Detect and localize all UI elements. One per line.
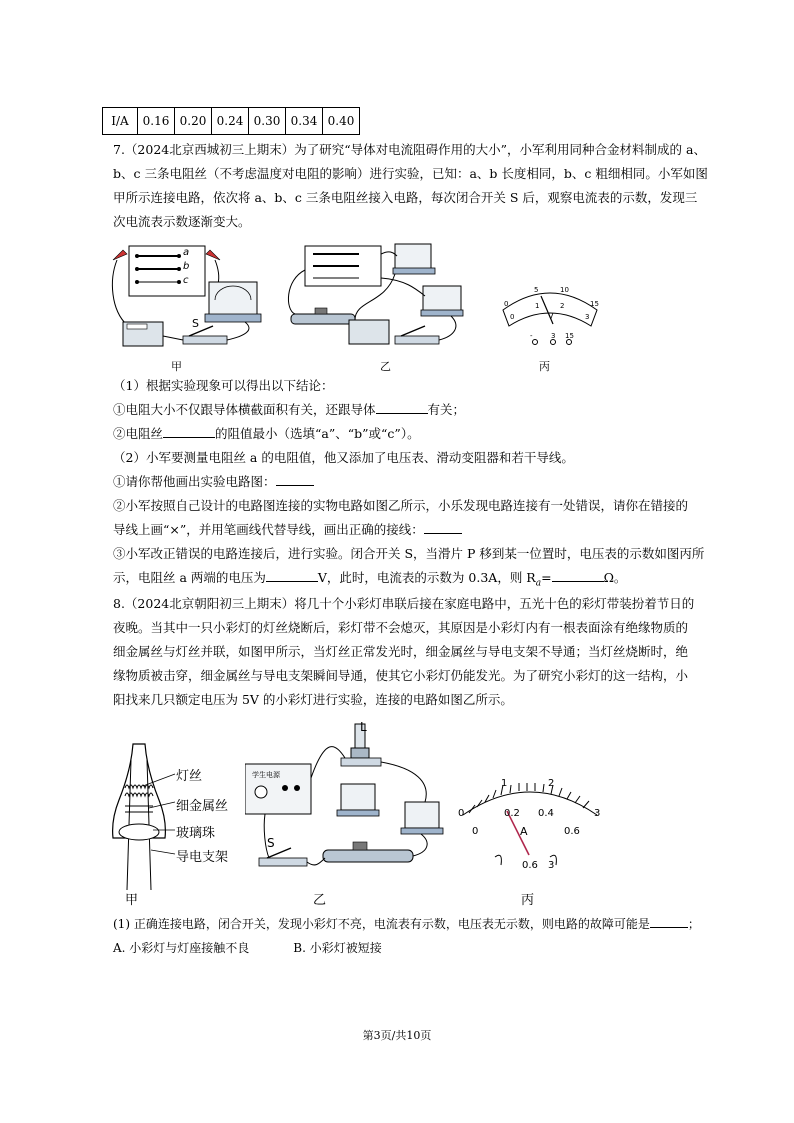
- q8-line: 细金属丝与灯丝并联，如图甲所示，当灯丝正常发光时，细金属丝与导电支架不导通；当灯丝烧断时，绝: [113, 644, 689, 659]
- v-scale-top: 5: [534, 286, 539, 294]
- v-terminal: 3: [551, 332, 556, 340]
- v-scale-bottom: 2: [560, 302, 565, 310]
- text: 有关；: [427, 402, 466, 417]
- answer-blank[interactable]: [552, 568, 604, 582]
- q7-s2-b2: [113, 518, 685, 542]
- v-scale-bottom: 3: [585, 313, 590, 321]
- bulb-label-thin-wire: 细金属丝: [176, 799, 229, 814]
- q7-figure-yi: [285, 240, 465, 355]
- a-scale-bottom: 0: [472, 826, 479, 837]
- fig-caption-bing: 丙: [521, 893, 535, 908]
- q7-figure-jia: [105, 240, 275, 355]
- text: (1) 正确连接电路，闭合开关，发现小彩灯不亮，电流表有示数，电压表无示数，则电路的故障可能是: [113, 917, 650, 931]
- q8-line: 夜晚。当其中一只小彩灯的灯丝烧断后，彩灯带不会熄灭，其原因是小彩灯内有一根表面涂有绝缘物质的: [113, 620, 689, 635]
- q7-s2-head: （2）小军要测量电阻丝 a 的电阻值，他又添加了电压表、滑动变阻器和若干导线。: [113, 450, 574, 465]
- a-scale-top: 0: [458, 808, 465, 819]
- current-table: [102, 107, 360, 135]
- wire-label-a: a: [183, 247, 190, 258]
- answer-blank[interactable]: [376, 400, 428, 414]
- q7-subquestions: [113, 374, 705, 596]
- bulb-label-support: 导电支架: [176, 850, 229, 865]
- wire-label-b: b: [183, 261, 190, 272]
- answer-blank[interactable]: [266, 568, 318, 582]
- table-cell: 0.16: [138, 108, 175, 135]
- v-terminal: -: [530, 332, 533, 340]
- v-terminal: 15: [565, 332, 574, 340]
- q8-bulb-diagram: [105, 740, 185, 890]
- a-scale-bottom: 0.2: [504, 808, 520, 819]
- q8-s1: [113, 912, 700, 936]
- option-a[interactable]: A. 小彩灯与灯座接触不良: [113, 941, 250, 955]
- a-scale-top: 1: [501, 778, 508, 789]
- table-cell: 0.24: [212, 108, 249, 135]
- v-scale-bottom: 1: [535, 302, 540, 310]
- switch-label-s: S: [267, 836, 275, 850]
- q7-s1-b: [113, 422, 685, 446]
- v-scale-top: 10: [560, 286, 569, 294]
- bulb-label-filament: 灯丝: [176, 769, 203, 784]
- table-cell: 0.30: [249, 108, 286, 135]
- fig-caption-jia: 甲: [171, 360, 182, 373]
- q8-line: 缘物质被击穿，细金属丝与导电支架瞬间导通，使其它小彩灯仍能发光。为了研究小彩灯的这一结构，小: [113, 668, 689, 683]
- text: ①请你帮他画出实验电路图：: [113, 474, 276, 489]
- q7-line: b、c 三条电阻丝（不考虑温度对电阻的影响）进行实验，已知：a、b 长度相同，b、c 粗细相同。小军如图: [113, 166, 708, 181]
- q8-line: 8.（2024北京朝阳初三上期末）将几十个小彩灯串联后接在家庭电路中，五光十色的彩灯带装扮着节日的: [113, 596, 695, 611]
- v-scale-bottom: 0: [510, 313, 515, 321]
- table-cell: I/A: [103, 108, 138, 135]
- page-footer: 第3页/共10页: [362, 1029, 432, 1042]
- bulb-label-glass-bead: 玻璃珠: [176, 826, 216, 841]
- fig-caption-yi: 乙: [380, 360, 391, 373]
- q7-s2-a: [113, 470, 685, 494]
- fig-caption-yi: 乙: [313, 893, 327, 908]
- text: V，此时，电流表的示数为 0.3A，则 R: [317, 570, 536, 585]
- text: 的阻值最小（选填“a”、“b”或“c”）。: [215, 426, 420, 441]
- a-terminal: 0.6: [522, 860, 538, 871]
- v-scale-top: 0: [504, 300, 509, 308]
- wire-label-c: c: [183, 275, 189, 286]
- table-cell: 0.40: [323, 108, 360, 135]
- q8-stem: [113, 592, 695, 712]
- subscript: a: [535, 578, 542, 589]
- q7-s2-c1: ③小军改正错误的电路连接后，进行实验。闭合开关 S，当滑片 P 移到某一位置时，电压表的示数如图丙所: [113, 546, 705, 561]
- q8-subquestion: [113, 912, 700, 960]
- text: Ω。: [603, 570, 627, 585]
- table-row: [103, 108, 360, 135]
- lamp-label-l: L: [360, 720, 367, 734]
- a-scale-bottom: 0.6: [564, 826, 580, 837]
- table-cell: 0.34: [286, 108, 323, 135]
- q8-circuit-figure: [245, 718, 445, 888]
- table-cell: 0.20: [175, 108, 212, 135]
- v-scale-top: 15: [590, 300, 599, 308]
- v-unit: V: [548, 312, 554, 321]
- a-terminal: 3: [548, 860, 555, 871]
- a-scale-top: 2: [548, 778, 555, 789]
- fig-caption-bing: 丙: [539, 360, 550, 373]
- a-unit: A: [520, 825, 528, 838]
- text: ；: [687, 917, 700, 931]
- a-scale-bottom: 0.4: [538, 808, 554, 819]
- option-b[interactable]: B. 小彩灯被短接: [293, 941, 382, 955]
- q8-line: 阳找来几只额定电压为 5V 的小彩灯进行实验，连接的电路如图乙所示。: [113, 692, 513, 707]
- q7-s1-a: [113, 398, 685, 422]
- text: ②电阻丝: [113, 426, 164, 441]
- q7-s1-head: （1）根据实验现象可以得出以下结论：: [113, 378, 334, 393]
- answer-blank[interactable]: [650, 914, 688, 928]
- q7-line: 甲所示连接电路，依次将 a、b、c 三条电阻丝接入电路，每次闭合开关 S 后，观察电流表的示数，发现三: [113, 190, 698, 205]
- q8-options: [113, 936, 685, 960]
- q7-stem: [113, 138, 708, 234]
- power-supply-label: 学生电源: [252, 771, 280, 779]
- answer-blank[interactable]: [163, 424, 215, 438]
- answer-blank[interactable]: [424, 520, 462, 534]
- fig-caption-jia: 甲: [125, 893, 139, 908]
- answer-blank[interactable]: [276, 472, 314, 486]
- q7-line: 次电流表示数逐渐变大。: [113, 214, 251, 229]
- a-scale-top: 3: [594, 808, 601, 819]
- q7-line: 7.（2024北京西城初三上期末）为了研究“导体对电流阻碍作用的大小”，小军利用同种合金材料制成的 a、: [113, 142, 706, 157]
- text: 导线上画“×”，并用笔画线代替导线，画出正确的接线：: [113, 522, 424, 537]
- text: ①电阻大小不仅跟导体横截面积有关，还跟导体: [113, 402, 376, 417]
- text: 示，电阻丝 a 两端的电压为: [113, 570, 266, 585]
- switch-label-s: S: [192, 317, 199, 330]
- q7-s2-b1: ②小军按照自己设计的电路图连接的实物电路如图乙所示，小乐发现电路连接有一处错误，请你在错接的: [113, 498, 689, 513]
- text: =: [541, 570, 552, 585]
